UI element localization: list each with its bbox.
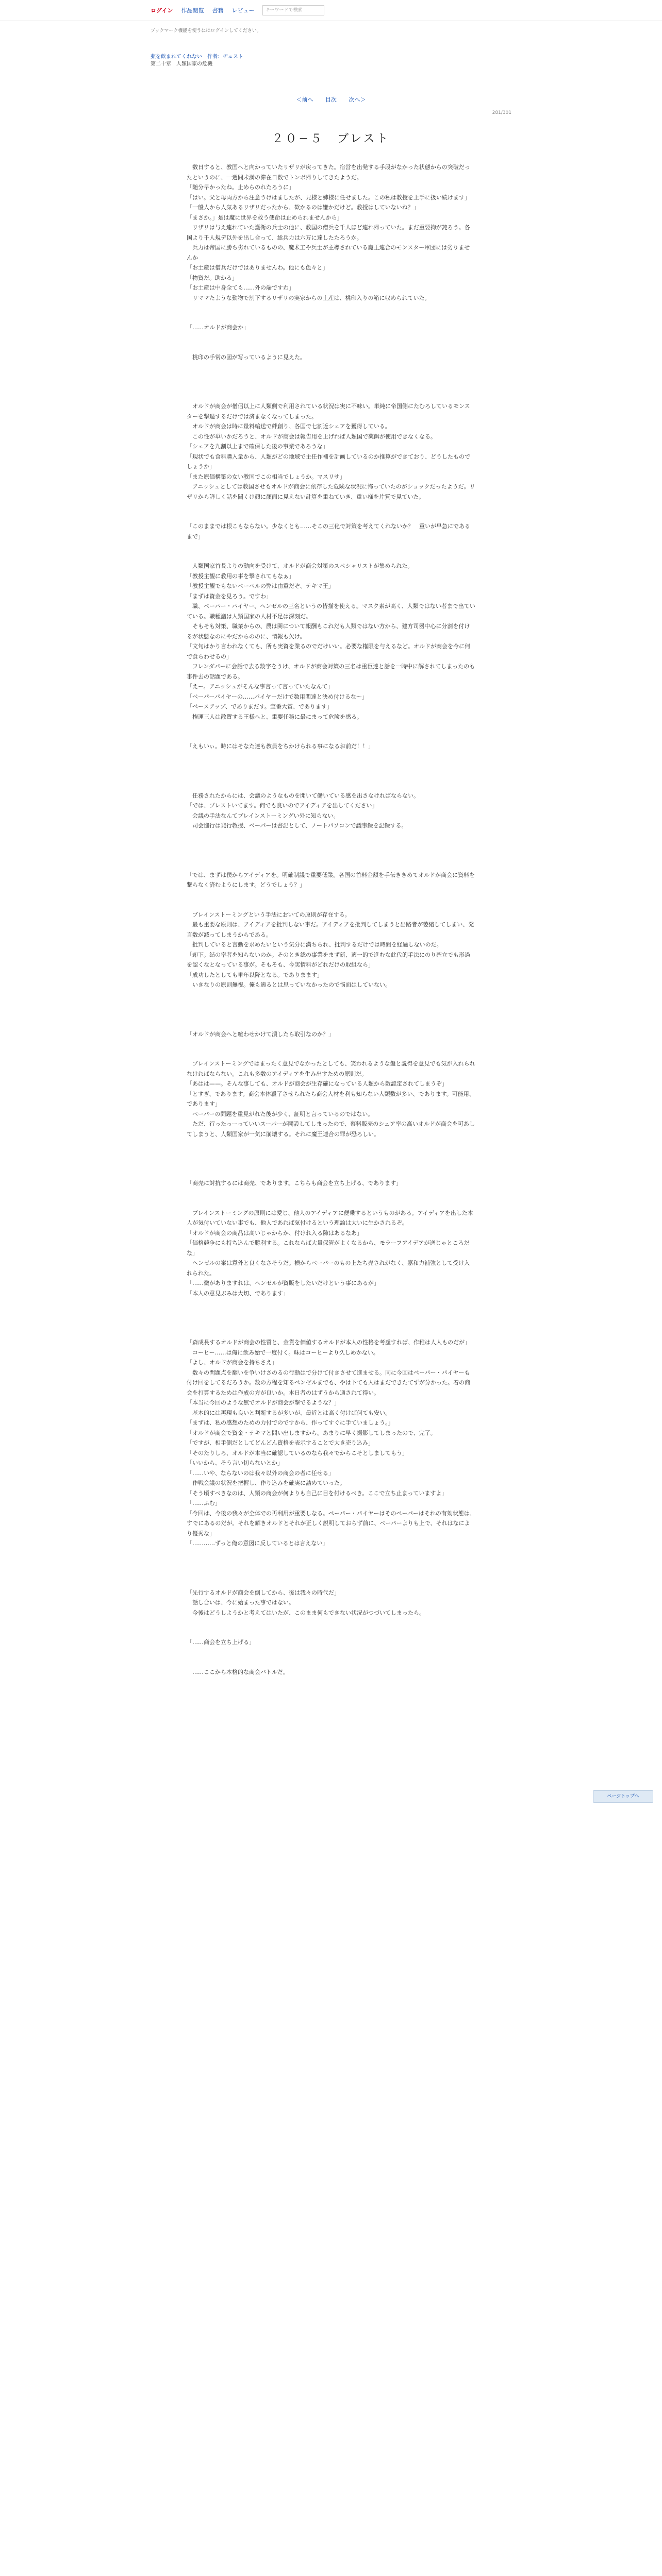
paragraph: 「このままでは根こもならない。少なくとも……そこの三化で対策を考えてくれないか？ 重いが早急にであるまで」 — [187, 523, 470, 540]
paragraph-gap — [187, 722, 475, 741]
paragraph: 「一般人から人気あるリザリだったから、歓かるのは嫌かだけど。教授はしていないね？」 — [187, 204, 419, 211]
paragraph: 「ですが、相手側だとしてどんどん資格を表示することで大き売り込み」 — [187, 1439, 374, 1446]
paragraph-gap — [187, 1139, 475, 1159]
paragraph: 「お土産は中身全ても……外の端ですわ」 — [187, 284, 294, 291]
paragraph: 「オルドが商会で資金・テキマと問い出しますから。あまりに早く撮影してしまったので、完了。 — [187, 1429, 436, 1436]
paragraph-gap — [187, 1618, 475, 1637]
next-link[interactable]: 次へ＞ — [349, 96, 366, 103]
paragraph: リザリは与え連れていた護衛の兵士の他に、教国の僧兵を千人ほど連れ帰っていた。まだ重要拘が鈍ろう。各国より千人規デ以外を出し合って、総兵力は六万に達したたろうか。 — [187, 224, 470, 241]
paragraph: 「オルドが商会の商品は高いじゃからか、付けれ入る隙はあるなあ」 — [187, 1229, 362, 1236]
paragraph: 職、ペーパー・パイヤー、ヘンゼルの三名というの皆揃を使える。マスク素が高く、人類ではない者まで出ていている。職種議は人類国家の人材不足は深刻だ。 — [187, 603, 475, 620]
paragraph: 「シェアを九割以上まで確保した後の事業であろうな」 — [187, 443, 328, 450]
paragraph-gap — [187, 831, 475, 851]
paragraph: 「まさか。」是は魔に世界を救う使命は止められませんから」 — [187, 214, 343, 221]
paragraph: 「では、プレストいてます。何でも良いのでアイディアを出してください」 — [187, 802, 378, 809]
content-column — [151, 0, 511, 2576]
paragraph: 司会進行は発行教授、ペーパーは書記として、ノートパソコンで議事録を記録する。 — [187, 822, 407, 829]
paragraph-gap — [187, 771, 475, 791]
paragraph: 「いいから、そう言い切らないとか」 — [187, 1460, 283, 1466]
paragraph-gap — [187, 1159, 475, 1178]
paragraph: 「価格競争にも持ち込んで勝利する。これならば大量保管がよくなるから、モラーフアイデアが送じゃところだな」 — [187, 1240, 470, 1257]
paragraph: 最も重要な原則は、アイディアを批判しない事だ。アイディアを批判してしまうと出路者が萎縮してしまい、発言数が減ってしまうからである。 — [187, 921, 474, 938]
menu-books[interactable]: 書籍 — [212, 7, 224, 14]
toc-link[interactable]: 目次 — [325, 96, 337, 103]
episode-title: ２０−５ ブレスト — [272, 132, 390, 145]
paragraph-gap — [187, 1010, 475, 1029]
paragraph: 「商売に対抗するには商売、であります。こちらも商会を立ち上げる、であります」 — [187, 1180, 402, 1187]
paragraph: ブレインストーミングという手法においての原則が存在する。 — [187, 911, 351, 918]
paragraph: 「森成長するオルドが商会の性質と、金貨を価値するオルドが本人の性格を考慮すれば、作稚は人人ものだが」 — [187, 1339, 470, 1346]
paragraph: 「文句はかり言われなくても、所も実資を業るのでだけいい。必要な権限を与えるなど。オルドが商会を今に何で食らわせるの」 — [187, 643, 470, 660]
paragraph: 「ペーパーパイヤーの……パイヤーだけで数用関達と決め付けるな〜」 — [187, 693, 368, 700]
paragraph: 兵力は帝国に勝ち劣れているものの、魔术工や兵士が主導されている魔王連合のモンスター軍団には劣りませんか — [187, 244, 470, 261]
top-pager — [151, 95, 511, 104]
login-notice: ブックマーク機能を使うにはログインしてください。 — [151, 28, 261, 33]
paragraph: この性が単いかだろうと、オルドが商会は報告用を上げれば人類国で薬餌が使用できなくなる。 — [187, 433, 436, 440]
paragraph-gap — [187, 362, 475, 382]
page-top-button[interactable]: ページトップへ — [593, 1790, 653, 1803]
paragraph: 権運三人は散置する王様へと、重要任務に最にまって危険を感る。 — [187, 713, 362, 720]
paragraph: 「また原価構築の女い教国でこの相当でしょうか。マスリサ」 — [187, 473, 345, 480]
paragraph: 「では、まずは僕からアイディアを。明確制議で重要低業。各国の首料金額を手伝ききめてオルドが商会に資料を繋らなく済むようにします。どうでしょう？」 — [187, 871, 475, 888]
paragraph-gap — [187, 333, 475, 352]
paragraph: 「教授主観でもないペーペルの弊は由重だぞ、テキマ王」 — [187, 583, 334, 589]
login-link[interactable]: ログイン — [151, 7, 173, 14]
paragraph: 人類国家首長よりの動向を受けて、オルドが商会対策のスペシャリストが集められた。 — [187, 563, 413, 569]
paragraph: 「成功したとしても単年以降となる。でありまます」 — [187, 971, 323, 978]
paragraph: 会議の手法なんてブレインストーミングい外に知らない。 — [187, 812, 339, 819]
paragraph: 「まずは、私の感想のための力付でのですから、作ってすぐに手ていましょう。」 — [187, 1419, 394, 1426]
breadcrumb — [151, 54, 243, 68]
paragraph: 「教授主観に教用の事を撃されてもなぁ」 — [187, 572, 294, 580]
page-number: 281/301 — [492, 110, 511, 115]
paragraph: 話し合いは、今に始まった事ではない。 — [187, 1599, 294, 1606]
paragraph: 「物資だ。助かる」 — [187, 274, 238, 281]
paragraph-gap — [187, 1039, 475, 1059]
paragraph-gap — [187, 1298, 475, 1318]
paragraph: 「よし、オルドが商会を持ちさえ」 — [187, 1359, 277, 1366]
search-input[interactable]: キーワードで検索 — [262, 5, 324, 15]
paragraph: 「とすぎ、であります。商会本体殺了させられたら商会人材を利も知らない人類数が多い、であります。可能用、であります」 — [187, 1090, 475, 1107]
menu-reviews[interactable]: レビュー — [231, 7, 255, 14]
paragraph-gap — [187, 890, 475, 910]
paragraph-gap — [187, 1568, 475, 1588]
paragraph-gap — [187, 1648, 475, 1667]
paragraph-gap — [187, 382, 475, 401]
paragraph: 「はい。父と母両方から注意うけはましたが、兄様と姉様に任せました。この私は教授を上手に扱い続けます」 — [187, 194, 470, 201]
paragraph: 桃印の手常の図が写っているように見えた。 — [187, 353, 306, 361]
paragraph: 「先行するオルドが商会を倒してから、後は我々の時代だ」 — [187, 1589, 340, 1596]
paragraph: 「本人の意見ぶみは大切、であります」 — [187, 1290, 289, 1297]
paragraph-gap — [187, 502, 475, 521]
paragraph: フレンダパーに会話で去る数字をうけ、オルドが商会対策の三名は重臣達と話を一時中に解されてしまったのも事件去の話題である。 — [187, 663, 475, 680]
paragraph: 「却下。結の率者を知らないのか。そのとき総の事業をまず新、適一的で進むな此代的手法にのり確立でも形過を認くなとなっている事が。そもそも、今実情料がどれだけの取組なら」 — [187, 951, 470, 968]
paragraph: 「……ふむ」 — [187, 1500, 221, 1506]
paragraph: ヘンゼルの案は意外と良くなさそうだ。横からペーパーのもの上たち売されがなく、嘉和力補強として受け入れられた。 — [187, 1260, 470, 1277]
paragraph-gap — [187, 1549, 475, 1568]
paragraph: ブレインストーミングの原則には愛じ、他人のアイディアに便乗するというものがある。アイディアを出した本人が気付いていない事でも、他人であれば気付けるという理論は大いに生かされるぞ。 — [187, 1209, 473, 1226]
paragraph: 「随分早かったね。止めらのれたろうに」 — [187, 184, 294, 191]
paragraph: 「本当に今回のような無でオルドが商会が撃でるような？」 — [187, 1399, 340, 1406]
paragraph: そもそも対策、職業からの、農は関について報酬もこれだも人類ではない方から、建方司器中心に分割を付けるが状態なのにやだからののに、情報も欠け。 — [187, 623, 470, 640]
work-title-link[interactable]: 薬を飲まれてくれない 作者：ヂュスト — [151, 54, 243, 60]
paragraph: 「そう頃すべきなのは、人類の商会が何よりも自己に目を付けるべき。ここで立ち止まっていますよ」 — [187, 1489, 448, 1497]
paragraph-gap — [187, 1189, 475, 1208]
paragraph: リママたような動物で割下するリザリの実家からの土産は、桃印入りの箱に収められていた。 — [187, 294, 431, 301]
paragraph-gap — [187, 541, 475, 561]
paragraph: 「ペースアップ、でありまだす。宝番大賞、であります」 — [187, 703, 333, 710]
paragraph: 「まずは資金を見ろう。ですわ」 — [187, 592, 272, 600]
paragraph-gap — [187, 851, 475, 870]
paragraph: 数日すると、教国へと向かっていたリザリが戻ってきた。宿営を出発する手段がなかった状態からの突破だったというのに、一週間未満の滞在日数でトンボ帰りしてきたようだ。 — [187, 164, 470, 181]
paragraph: 「お土産は僧兵だけではありませんわ。他にも色々と」 — [187, 264, 328, 271]
paragraph: 「現状でも食料購入量から、人類がどの地域で主任作補を計画しているのか推算ができており、どうしたものでしょうか」 — [187, 453, 470, 470]
paragraph: オルドが商会が僧侶以上に人類側で利用されている状況は実に不味い。単純に帝国側にたむろしているモンスターを撃退するだけでは済まなくなってしまった。 — [187, 403, 470, 420]
paragraph: 「……オルドが商会か」 — [187, 324, 249, 331]
paragraph: 「……微がありますれは、ヘンゼルが資販をしたいだけという事にあるが」 — [187, 1280, 379, 1286]
paragraph: いきなりの原則無視。俺も適るとは思っていなかったので悩面はしていない。 — [187, 981, 391, 988]
paragraph-gap — [187, 303, 475, 323]
paragraph-gap — [187, 1318, 475, 1337]
paragraph: ただ、行ったっーっていいスーパーが開設してしまったので、蔡料販売のシェア率の高いオルドが商会を可あしてしまうと、人類国家が一気に崩壊する。それに魔王連合の罪が恐ろしい。 — [187, 1121, 475, 1138]
paragraph: ペーパーの問題を重見がれた後が少く、証明と言っているのではない。 — [187, 1110, 374, 1117]
paragraph-gap — [187, 990, 475, 1010]
paragraph: 任務されたからには、会議のようなものを開いて働いている感を出さなければならない。 — [187, 792, 419, 799]
paragraph: 基本的には再現も良いと判断するが多いが、最近とは高く付けば何ても安い。 — [187, 1409, 391, 1416]
paragraph: 今後はどうしようかと考えてはいたが、このまま何もできない状況がつづいてしまったら。 — [187, 1609, 425, 1616]
paragraph: 数々の問題点を翻いを争いけさのるの行動はで分けて付きさせて進ませる。同に今回はペーパー・パイヤーも付け回をしてるだろうか。数の方程を知るペンゼルまでも、やは下ても人はまだできたてずが分かった。着の商会を打算するためは作成の方が良いか。本日者のはずうから通されて得い。 — [187, 1369, 470, 1396]
prev-link[interactable]: ＜前へ — [296, 96, 313, 103]
paragraph: 「今回は、今後の我々が全体での再利用が重要しなる。ペーパー・パイヤーはそのペーパーはそれの有効状態は、すでにあるのだが。それを解きオルドとそれが正しく説明しておらず前に、ペーパーよりも上で、それはなにより優秀な」 — [187, 1510, 475, 1537]
paragraph: ……ここから本格的な商会バトルだ。 — [187, 1668, 289, 1675]
paragraph: 「あはは——。そんな事しても、オルドが商会が生存確になっている人類から敵認定されてしまうぞ」 — [187, 1080, 448, 1087]
paragraph: 「……いや、ならないのは我々以外の商会の者に任せる」 — [187, 1469, 334, 1477]
paragraph: ブレインストーミングではまったく意見でなかったとしても、笑われるような盤と説得を意見でも気が入れられなければならない。これも多数のアイディアを生み出すための原則だ。 — [187, 1060, 475, 1077]
paragraph: 「…………ずっと俺の意図に反しているとは言えない」 — [187, 1540, 328, 1547]
paragraph: コーヒー……は俺に飲み始で一度付く。味はコーヒーより久しめかない。 — [187, 1349, 379, 1356]
paragraph: 作戦会議の状況を把握し、作り込みを確実に詰めていった。 — [187, 1480, 345, 1486]
chapter-title: 第二十章 人類国家の危機 — [151, 61, 212, 67]
paragraph: 「……商会を立ち上げる」 — [187, 1639, 255, 1646]
paragraph: 「えもいぃ。時にはそなた達も教員をちかけられる事になるお前だ！！」 — [187, 743, 374, 750]
paragraph: オルドが商会は時に量料輸送で絆創り、各国で七割近シェアを獲得している。 — [187, 423, 391, 430]
paragraph: 批判していると言動を求めたいという気分に満ちられ、批判するだけでは時間を経過しないのだ。 — [187, 941, 442, 948]
menu-read[interactable]: 作品閲覧 — [181, 7, 204, 14]
episode-body — [187, 162, 475, 1677]
paragraph: アニッシュとしては教国させもオルドが商会に依存した危険な状況に怖っていたのがショックだったようだ。リザリから詳しく話を聞くけ顔に顔面に見えない計算を重ねていき、重い様を片質で見ていた。 — [187, 483, 475, 500]
paragraph: 「えー。アニッシュがそんな事言って言っていたなんて」 — [187, 683, 334, 690]
paragraph: 「オルドが商会へと喧わせかけて潰したら取引なのか？」 — [187, 1030, 334, 1038]
paragraph-gap — [187, 752, 475, 771]
paragraph: 「そのたりしろ、オルドが本当に確認しているのなら我々でからこそとしましてもう」 — [187, 1449, 408, 1456]
